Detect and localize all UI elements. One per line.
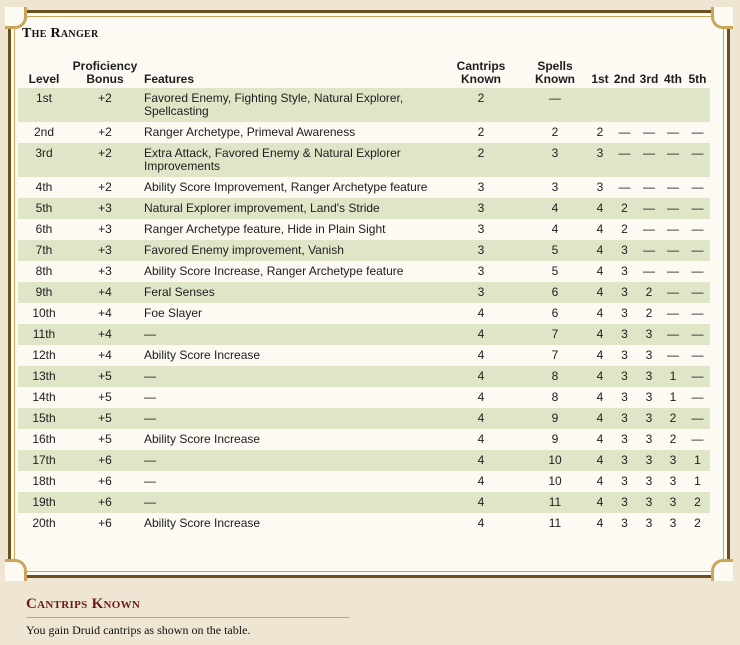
- cell-cantrips-known: 4: [440, 324, 522, 345]
- table-row: [18, 122, 710, 143]
- table-row: [18, 177, 710, 198]
- cell-proficiency-bonus: +5: [70, 366, 140, 387]
- table-row: [18, 513, 710, 534]
- cell-slot-4th: 3: [669, 516, 677, 530]
- cell-slot-3rd: —: [643, 125, 655, 139]
- header-level: Level: [28, 72, 60, 86]
- cell-slot-2nd: 3: [612, 324, 637, 345]
- header-proficiency-line2: Bonus: [86, 72, 124, 86]
- header-slot-3rd: 3rd: [639, 72, 659, 86]
- cell-slot-1st: 4: [588, 408, 612, 429]
- cell-slot-2nd: 3: [612, 240, 637, 261]
- cell-spells-known: 4: [522, 198, 588, 219]
- cell-slot-2nd: 3: [621, 264, 628, 278]
- cell-spells-known: 7: [522, 324, 588, 345]
- cell-proficiency-bonus: +2: [70, 88, 140, 122]
- cell-slot-4th: —: [661, 143, 685, 177]
- cell-cantrips-known: 4: [477, 348, 485, 362]
- cell-features: Ranger Archetype, Primeval Awareness: [144, 125, 356, 139]
- header-cantrips-known: [440, 60, 522, 88]
- section-heading: Cantrips Known: [26, 596, 141, 612]
- cell-level: 4th: [35, 180, 53, 194]
- cell-proficiency-bonus: +2: [98, 125, 112, 139]
- cell-features: Ability Score Improvement, Ranger Archetype feature: [144, 180, 428, 194]
- cell-slot-4th: —: [661, 240, 685, 261]
- cell-features: Ranger Archetype feature, Hide in Plain Sight: [144, 222, 386, 236]
- cell-slot-1st: 4: [588, 324, 612, 345]
- table-row: [18, 471, 710, 492]
- cell-spells-known: 10: [548, 474, 562, 488]
- cell-slot-4th: —: [667, 348, 679, 362]
- cell-slot-4th: —: [667, 125, 679, 139]
- frame-corner-ornament: [711, 559, 733, 581]
- cell-spells-known: —: [522, 88, 588, 122]
- cell-features: —: [140, 408, 440, 429]
- cell-slot-5th: 2: [685, 492, 710, 513]
- cell-features: —: [144, 390, 156, 404]
- cell-level: 3rd: [18, 143, 70, 177]
- table-row: [18, 366, 710, 387]
- cell-proficiency-bonus: +3: [70, 240, 140, 261]
- cell-proficiency-bonus: +6: [70, 450, 140, 471]
- cell-slot-3rd: 2: [645, 306, 653, 320]
- header-cantrips-line1: Cantrips: [456, 59, 506, 73]
- cell-proficiency-bonus: +2: [70, 143, 140, 177]
- cell-slot-4th: 3: [669, 474, 677, 488]
- cell-slot-4th: —: [661, 324, 685, 345]
- cell-slot-2nd: 2: [621, 222, 628, 236]
- cell-spells-known: 9: [522, 408, 588, 429]
- header-proficiency-line1: Proficiency: [72, 59, 138, 73]
- header-spells-line1: Spells: [537, 59, 573, 73]
- cell-cantrips-known: 2: [440, 88, 522, 122]
- cell-level: 19th: [18, 492, 70, 513]
- table-row: [18, 450, 710, 471]
- cell-level: 13th: [18, 366, 70, 387]
- header-features: Features: [144, 72, 195, 86]
- cell-cantrips-known: 4: [477, 516, 485, 530]
- cell-slot-2nd: 2: [612, 198, 637, 219]
- cell-features: Ability Score Increase: [144, 348, 261, 362]
- cell-cantrips-known: 4: [440, 492, 522, 513]
- cell-slot-1st: 4: [588, 282, 612, 303]
- table-row: [18, 219, 710, 240]
- table-row: [18, 492, 710, 513]
- cell-slot-4th: 3: [661, 492, 685, 513]
- cell-slot-1st: 4: [596, 516, 604, 530]
- cell-features: Favored Enemy improvement, Vanish: [140, 240, 440, 261]
- cell-slot-5th: —: [691, 264, 704, 278]
- table-row: [18, 198, 710, 219]
- cell-slot-1st: 4: [596, 432, 604, 446]
- cell-proficiency-bonus: +4: [70, 324, 140, 345]
- cell-proficiency-bonus: +2: [98, 180, 112, 194]
- cell-cantrips-known: 4: [477, 474, 485, 488]
- cell-spells-known: 11: [522, 492, 588, 513]
- cell-spells-known: 9: [551, 432, 559, 446]
- table-row: [18, 429, 710, 450]
- section-divider: [26, 617, 350, 618]
- cell-cantrips-known: 4: [440, 366, 522, 387]
- cell-proficiency-bonus: +4: [98, 306, 112, 320]
- cell-features: —: [140, 324, 440, 345]
- cell-slot-5th: —: [691, 125, 704, 139]
- cell-level: 17th: [18, 450, 70, 471]
- cell-slot-1st: 4: [588, 450, 612, 471]
- cell-proficiency-bonus: +6: [70, 492, 140, 513]
- table-row: [18, 408, 710, 429]
- cell-proficiency-bonus: +6: [98, 474, 112, 488]
- cell-slot-2nd: 3: [612, 450, 637, 471]
- cell-cantrips-known: 3: [440, 240, 522, 261]
- cell-slot-2nd: 3: [612, 282, 637, 303]
- cell-proficiency-bonus: +4: [70, 282, 140, 303]
- cell-level: 5th: [18, 198, 70, 219]
- cell-slot-5th: 2: [694, 516, 701, 530]
- cell-spells-known: 3: [551, 180, 559, 194]
- cell-slot-1st: 4: [596, 474, 604, 488]
- header-row: [18, 60, 710, 88]
- cell-slot-5th: [685, 88, 710, 122]
- cell-proficiency-bonus: +3: [70, 198, 140, 219]
- cell-slot-1st: 4: [596, 348, 604, 362]
- cell-slot-3rd: —: [643, 180, 655, 194]
- cell-slot-5th: 1: [694, 474, 701, 488]
- header-slot-5th: 5th: [688, 72, 707, 86]
- cell-slot-2nd: 3: [612, 366, 637, 387]
- cell-features: Ability Score Increase, Ranger Archetype feature: [144, 264, 404, 278]
- cell-slot-3rd: 3: [645, 516, 653, 530]
- cell-level: 8th: [35, 264, 53, 278]
- cell-slot-1st: 4: [588, 198, 612, 219]
- cell-features: —: [140, 450, 440, 471]
- cell-level: 18th: [32, 474, 56, 488]
- cell-cantrips-known: 4: [477, 306, 485, 320]
- cell-slot-4th: 1: [669, 390, 677, 404]
- cell-slot-5th: —: [685, 143, 710, 177]
- cell-level: 20th: [32, 516, 56, 530]
- cell-level: 9th: [18, 282, 70, 303]
- cell-slot-5th: —: [691, 222, 704, 236]
- cell-proficiency-bonus: +4: [98, 348, 112, 362]
- cell-slot-2nd: —: [618, 180, 631, 194]
- cell-spells-known: 5: [551, 264, 559, 278]
- cell-proficiency-bonus: +5: [98, 390, 112, 404]
- cell-slot-4th: 2: [669, 432, 677, 446]
- cell-spells-known: 6: [551, 306, 559, 320]
- cell-level: 7th: [18, 240, 70, 261]
- cell-slot-3rd: 3: [637, 324, 661, 345]
- header-proficiency-bonus: [70, 60, 140, 88]
- cell-slot-3rd: —: [643, 264, 655, 278]
- cell-slot-4th: —: [667, 222, 679, 236]
- cell-slot-4th: [661, 88, 685, 122]
- cell-cantrips-known: 3: [440, 282, 522, 303]
- cell-proficiency-bonus: +6: [98, 516, 112, 530]
- cell-slot-1st: 4: [588, 492, 612, 513]
- cell-slot-4th: —: [667, 180, 679, 194]
- cell-proficiency-bonus: +3: [98, 264, 112, 278]
- cell-level: 2nd: [33, 125, 55, 139]
- cell-slot-3rd: —: [637, 143, 661, 177]
- cell-cantrips-known: 3: [477, 222, 485, 236]
- cell-proficiency-bonus: +5: [70, 408, 140, 429]
- cell-slot-1st: 2: [596, 125, 604, 139]
- cell-level: 6th: [35, 222, 53, 236]
- cell-slot-1st: 4: [596, 306, 604, 320]
- cell-cantrips-known: 3: [477, 264, 485, 278]
- header-slot-1st: 1st: [591, 72, 609, 86]
- cell-slot-1st: 4: [588, 240, 612, 261]
- table-row: [18, 240, 710, 261]
- cell-slot-1st: [588, 88, 612, 122]
- cell-proficiency-bonus: +3: [98, 222, 112, 236]
- cell-slot-5th: —: [685, 366, 710, 387]
- cell-slot-1st: 3: [588, 143, 612, 177]
- cell-slot-5th: —: [691, 432, 704, 446]
- cell-slot-3rd: 3: [645, 348, 653, 362]
- cell-level: 12th: [32, 348, 56, 362]
- cell-spells-known: 3: [522, 143, 588, 177]
- table-row: [18, 345, 710, 366]
- table-row: [18, 143, 710, 177]
- cell-slot-2nd: 3: [621, 474, 628, 488]
- cell-slot-2nd: 3: [621, 390, 628, 404]
- cell-slot-5th: —: [691, 180, 704, 194]
- cell-proficiency-bonus: +5: [98, 432, 112, 446]
- cell-spells-known: 8: [551, 390, 559, 404]
- cell-slot-4th: 2: [661, 408, 685, 429]
- cell-level: 14th: [32, 390, 56, 404]
- table-row: [18, 282, 710, 303]
- cell-slot-3rd: —: [643, 222, 655, 236]
- cell-spells-known: 4: [551, 222, 559, 236]
- table-row: [18, 88, 710, 122]
- cell-cantrips-known: 2: [477, 125, 485, 139]
- cell-slot-3rd: 3: [645, 474, 653, 488]
- cell-slot-2nd: 3: [612, 408, 637, 429]
- header-spells-known: [522, 60, 588, 88]
- cell-slot-5th: —: [685, 240, 710, 261]
- cell-slot-4th: —: [661, 282, 685, 303]
- cell-slot-4th: —: [667, 306, 679, 320]
- cell-cantrips-known: 3: [477, 180, 485, 194]
- cell-slot-4th: —: [661, 198, 685, 219]
- cell-features: Ability Score Increase: [144, 516, 261, 530]
- header-slot-2nd: 2nd: [613, 72, 636, 86]
- cell-slot-2nd: [612, 88, 637, 122]
- cell-slot-3rd: 3: [637, 450, 661, 471]
- cell-slot-1st: 4: [596, 390, 604, 404]
- table-row: [18, 324, 710, 345]
- cell-features: Natural Explorer improvement, Land's Stride: [140, 198, 440, 219]
- cell-slot-2nd: 3: [621, 516, 628, 530]
- cell-level: 15th: [18, 408, 70, 429]
- cell-slot-3rd: 2: [637, 282, 661, 303]
- cell-cantrips-known: 3: [440, 198, 522, 219]
- cell-slot-3rd: [637, 88, 661, 122]
- table-title: The Ranger: [22, 26, 99, 41]
- cell-slot-1st: 4: [596, 222, 604, 236]
- cell-slot-5th: —: [691, 390, 704, 404]
- cell-slot-5th: —: [685, 282, 710, 303]
- cell-cantrips-known: 4: [440, 450, 522, 471]
- cell-features: —: [140, 492, 440, 513]
- cell-features: Feral Senses: [140, 282, 440, 303]
- cell-cantrips-known: 2: [440, 143, 522, 177]
- cell-slot-3rd: 3: [645, 432, 653, 446]
- cell-slot-4th: 3: [661, 450, 685, 471]
- cell-slot-3rd: —: [637, 198, 661, 219]
- cell-cantrips-known: 4: [477, 432, 485, 446]
- cell-slot-5th: —: [685, 198, 710, 219]
- cell-cantrips-known: 4: [440, 408, 522, 429]
- cell-level: 16th: [32, 432, 56, 446]
- cell-slot-4th: —: [667, 264, 679, 278]
- section-text: You gain Druid cantrips as shown on the table.: [26, 623, 251, 637]
- cell-slot-2nd: 3: [621, 348, 628, 362]
- cell-spells-known: 8: [522, 366, 588, 387]
- frame-corner-ornament: [711, 7, 733, 29]
- cell-slot-2nd: —: [618, 125, 631, 139]
- cell-features: —: [144, 474, 156, 488]
- cell-cantrips-known: 4: [477, 390, 485, 404]
- table-row: [18, 387, 710, 408]
- cell-level: 10th: [32, 306, 56, 320]
- cell-features: Foe Slayer: [144, 306, 203, 320]
- cell-slot-2nd: 3: [621, 432, 628, 446]
- cell-features: —: [140, 366, 440, 387]
- cell-spells-known: 7: [551, 348, 559, 362]
- cell-slot-5th: 1: [685, 450, 710, 471]
- table-row: [18, 303, 710, 324]
- frame-corner-ornament: [5, 559, 27, 581]
- cell-slot-5th: —: [691, 348, 704, 362]
- cell-features: Extra Attack, Favored Enemy & Natural Explorer Improvements: [140, 143, 440, 177]
- header-cantrips-line2: Known: [461, 72, 501, 86]
- cell-slot-2nd: 3: [621, 306, 628, 320]
- cell-spells-known: 11: [548, 516, 562, 530]
- cell-slot-3rd: 3: [637, 492, 661, 513]
- cell-level: 1st: [18, 88, 70, 122]
- cell-slot-1st: 4: [596, 264, 604, 278]
- cell-slot-3rd: 3: [637, 366, 661, 387]
- table-row: [18, 261, 710, 282]
- cell-slot-4th: 1: [661, 366, 685, 387]
- ranger-table: [18, 60, 710, 534]
- cell-slot-3rd: 3: [637, 408, 661, 429]
- cell-spells-known: 6: [522, 282, 588, 303]
- cell-slot-2nd: 3: [612, 492, 637, 513]
- cell-spells-known: 5: [522, 240, 588, 261]
- header-spells-line2: Known: [535, 72, 575, 86]
- cell-slot-5th: —: [685, 408, 710, 429]
- cell-spells-known: 2: [551, 125, 559, 139]
- cell-slot-1st: 3: [596, 180, 604, 194]
- cell-spells-known: 10: [522, 450, 588, 471]
- header-slot-4th: 4th: [664, 72, 682, 86]
- cell-slot-5th: —: [691, 306, 704, 320]
- cell-slot-2nd: —: [612, 143, 637, 177]
- cell-features: Ability Score Increase: [144, 432, 261, 446]
- cell-level: 11th: [18, 324, 70, 345]
- cell-slot-3rd: —: [637, 240, 661, 261]
- cell-slot-5th: —: [685, 324, 710, 345]
- cell-slot-1st: 4: [588, 366, 612, 387]
- cell-features: Favored Enemy, Fighting Style, Natural Explorer, Spellcasting: [140, 88, 440, 122]
- cell-slot-3rd: 3: [645, 390, 653, 404]
